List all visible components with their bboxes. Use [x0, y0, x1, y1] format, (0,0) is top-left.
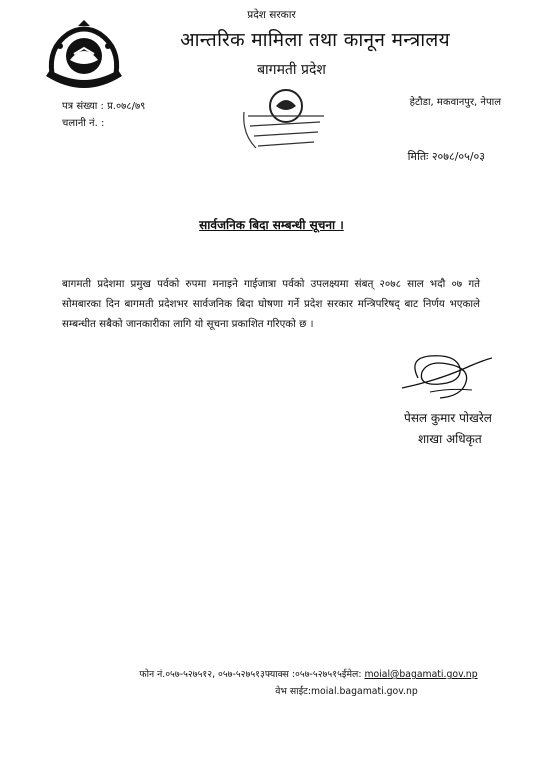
province-name: बागमती प्रदेश — [257, 62, 326, 78]
nepal-emblem-icon — [38, 18, 130, 98]
letter-date: मितिः २०७८/०५/०३ — [407, 150, 485, 163]
reference-number: पत्र संख्या : प्र.०७८/७९ — [62, 101, 146, 112]
office-stamp-icon — [240, 76, 332, 156]
email-link[interactable]: moial@bagamati.gov.np — [364, 669, 478, 680]
ministry-title: आन्तरिक मामिला तथा कानून मन्त्रालय — [180, 29, 450, 51]
dispatch-number: चलानी नं. : — [62, 118, 105, 129]
office-location: हेटौडा, मकवानपुर, नेपाल — [409, 97, 501, 108]
signatory-designation: शाखा अधिकृत — [418, 432, 482, 446]
government-heading: प्रदेश सरकार — [247, 9, 296, 21]
signatory-name: पेसल कुमार पोखरेल — [404, 411, 492, 425]
contact-details: फोन नं.०५७-५२७५१२, ०५७-५२७५१३फ्याक्स :०५७-५२७५१५ईमेल: — [139, 669, 362, 680]
notice-body: बागमती प्रदेशमा प्रमुख पर्वको रुपमा मनाइने गाईजात्रा पर्वको उपलक्ष्यमा संबत् २०७८ साल भदौ ०७ गते सोमबारका दिन बागमती प्रदेशभर सार्वजनिक बिदा घोषणा गर्ने प्रदेश सरकार मन्त्रिपरिषद् बाट निर्णय भएकाले सम्बन्धीत सबैको जानकारीका लागि यो सूचना प्रकाशित गरिएको छ । — [62, 278, 480, 330]
notice-subject: सार्वजनिक बिदा सम्बन्धी सूचना । — [199, 218, 344, 232]
footer-website[interactable]: वेभ साईट:moial.bagamati.gov.np — [275, 686, 418, 697]
handwritten-signature — [400, 348, 496, 404]
footer-contact — [0, 667, 543, 680]
